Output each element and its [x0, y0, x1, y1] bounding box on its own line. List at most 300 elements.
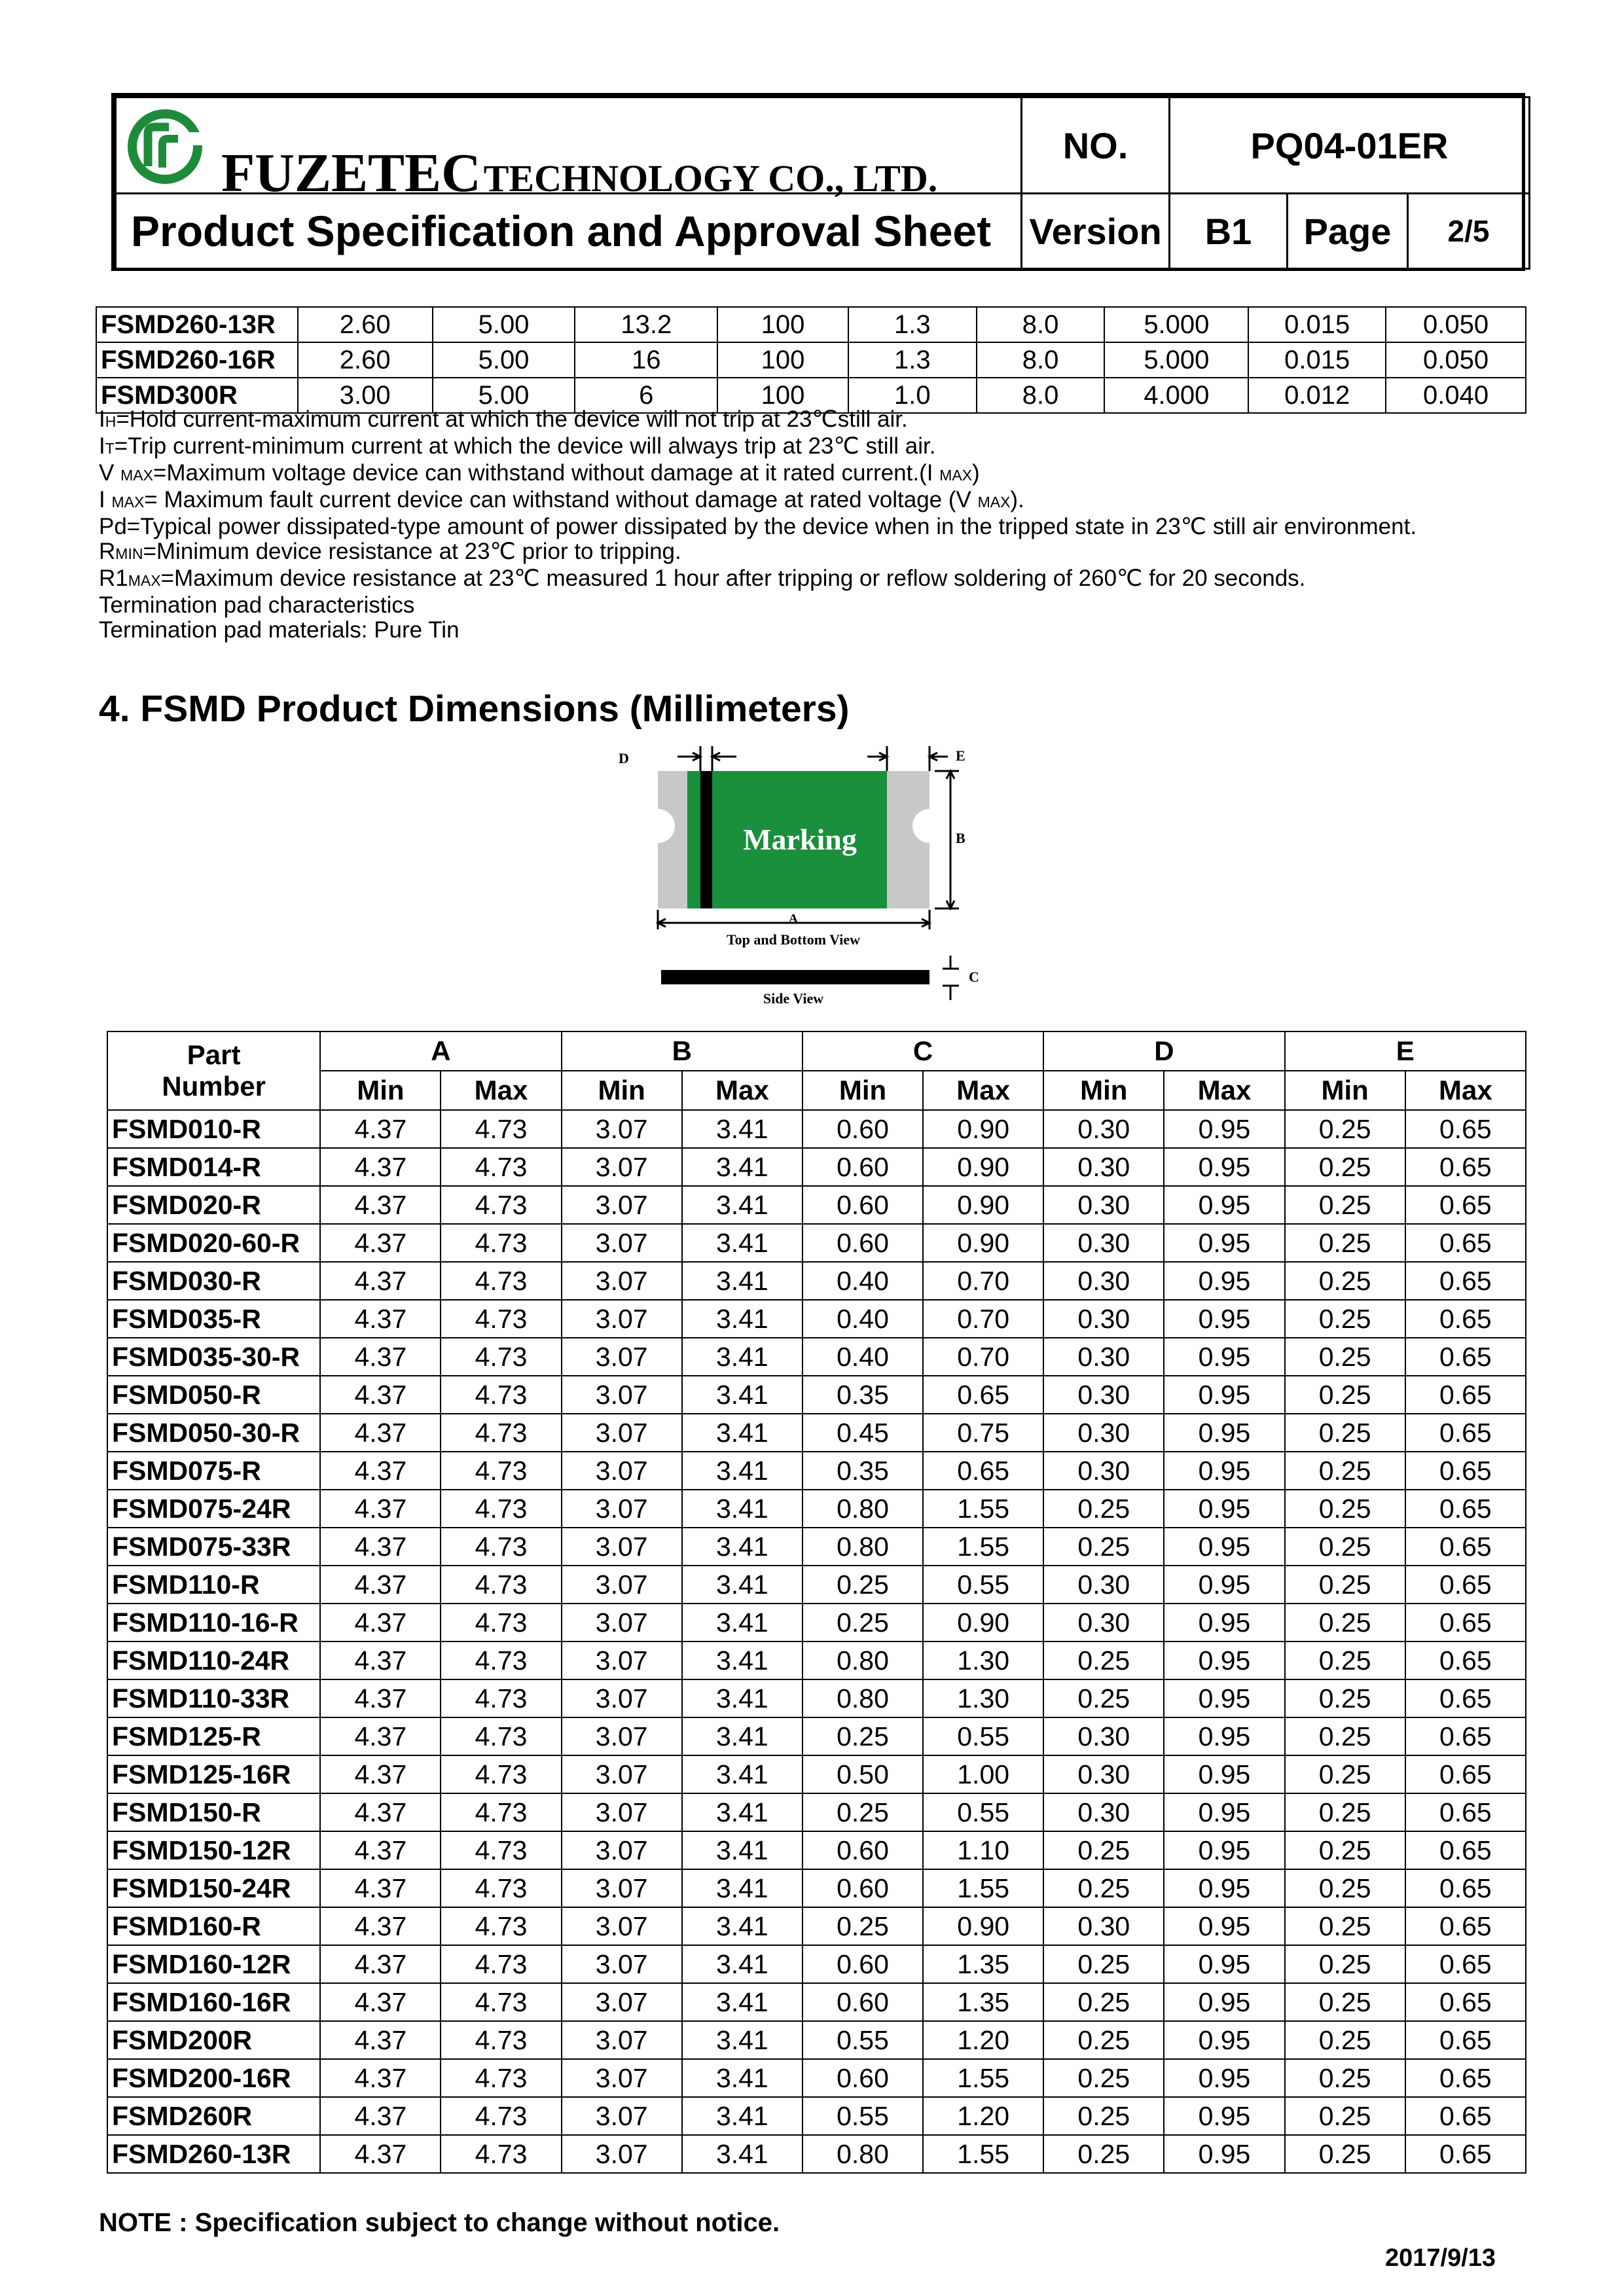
value-cell: 0.95 [1164, 1110, 1284, 1148]
table-row [107, 1262, 1526, 1300]
value-cell: 4.37 [320, 2059, 441, 2097]
value-cell: 0.30 [1043, 1414, 1164, 1452]
value-cell: 4.73 [441, 1452, 561, 1490]
value-cell: 1.55 [923, 1490, 1043, 1528]
min-header: Min [1285, 1071, 1405, 1110]
value-cell: 1.3 [848, 307, 977, 342]
value-cell: 0.25 [1043, 1679, 1164, 1717]
table-row [107, 1376, 1526, 1414]
value-cell: 3.07 [562, 2135, 682, 2173]
value-cell: 3.07 [562, 2097, 682, 2135]
value-cell: 0.95 [1164, 1604, 1284, 1641]
value-cell: 0.65 [1405, 1907, 1526, 1945]
table-row [107, 1679, 1526, 1717]
value-cell: 4.37 [320, 1528, 441, 1566]
value-cell: 0.95 [1164, 1452, 1284, 1490]
value-cell: 0.25 [1043, 1641, 1164, 1679]
note-pd: Pd=Typical power dissipated-type amount of power dissipated by the device when in the tripped state in 23℃ still air environment. [99, 514, 1417, 539]
value-cell: 4.000 [1104, 378, 1248, 413]
value-cell: 0.30 [1043, 1338, 1164, 1376]
value-cell: 5.00 [433, 307, 575, 342]
value-cell: 3.07 [562, 1907, 682, 1945]
value-cell: 3.41 [682, 2059, 803, 2097]
value-cell: 0.25 [1285, 1793, 1405, 1831]
note-termination-1: Termination pad characteristics [99, 592, 415, 618]
value-cell: 0.90 [923, 1186, 1043, 1224]
value-cell: 0.95 [1164, 1641, 1284, 1679]
value-cell: 1.20 [923, 2097, 1043, 2135]
value-cell: 1.30 [923, 1641, 1043, 1679]
value-cell: 6 [575, 378, 717, 413]
dimension-c-label: C [969, 969, 979, 985]
document-header [111, 93, 1525, 271]
value-cell: 4.37 [320, 1148, 441, 1186]
value-cell: 0.25 [1285, 1869, 1405, 1907]
value-cell: 3.00 [298, 378, 433, 413]
value-cell: 4.73 [441, 1186, 561, 1224]
value-cell: 0.25 [1285, 2021, 1405, 2059]
value-cell: 0.65 [1405, 1300, 1526, 1338]
value-cell: 4.37 [320, 1831, 441, 1869]
value-cell: 4.73 [441, 1641, 561, 1679]
value-cell: 4.73 [441, 1262, 561, 1300]
value-cell: 4.37 [320, 1110, 441, 1148]
value-cell: 0.70 [923, 1300, 1043, 1338]
value-cell: 3.07 [562, 1831, 682, 1869]
value-cell: 0.95 [1164, 2021, 1284, 2059]
value-cell: 3.41 [682, 1793, 803, 1831]
value-cell: 4.73 [441, 1490, 561, 1528]
part-number-cell: FSMD260R [107, 2097, 320, 2135]
part-number-cell: FSMD110-24R [107, 1641, 320, 1679]
value-cell: 0.25 [1285, 1755, 1405, 1793]
value-cell: 4.37 [320, 1907, 441, 1945]
value-cell: 3.41 [682, 2135, 803, 2173]
value-cell: 4.37 [320, 1641, 441, 1679]
table-row [107, 1755, 1526, 1793]
value-cell: 0.95 [1164, 2097, 1284, 2135]
value-cell: 3.07 [562, 2021, 682, 2059]
company-name-rest: TECHNOLOGY CO., LTD. [483, 157, 938, 200]
value-cell: 0.65 [1405, 1604, 1526, 1641]
value-cell: 0.25 [803, 1566, 923, 1604]
dimension-d [677, 746, 736, 771]
part-number-cell: FSMD075-24R [107, 1490, 320, 1528]
value-cell: 0.25 [1285, 1983, 1405, 2021]
value-cell: 0.60 [803, 1945, 923, 1983]
part-number-cell: FSMD300R [96, 378, 298, 413]
part-number-cell: FSMD010-R [107, 1110, 320, 1148]
part-number-cell: FSMD014-R [107, 1148, 320, 1186]
value-cell: 0.25 [803, 1717, 923, 1755]
group-header-a: A [320, 1031, 561, 1071]
table-row [107, 1907, 1526, 1945]
value-cell: 0.25 [1285, 1300, 1405, 1338]
dimension-table [107, 1031, 1526, 2174]
table-row [107, 1641, 1526, 1679]
value-cell: 3.07 [562, 1566, 682, 1604]
value-cell: 3.41 [682, 1528, 803, 1566]
value-cell: 4.73 [441, 2059, 561, 2097]
value-cell: 3.41 [682, 1566, 803, 1604]
value-cell: 1.35 [923, 1983, 1043, 2021]
value-cell: 3.41 [682, 1907, 803, 1945]
value-cell: 3.07 [562, 1414, 682, 1452]
value-cell: 0.90 [923, 1907, 1043, 1945]
value-cell: 0.95 [1164, 1338, 1284, 1376]
value-cell: 0.30 [1043, 1793, 1164, 1831]
value-cell: 0.25 [1043, 1490, 1164, 1528]
value-cell: 0.95 [1164, 1869, 1284, 1907]
value-cell: 0.95 [1164, 1907, 1284, 1945]
value-cell: 0.90 [923, 1604, 1043, 1641]
value-cell: 0.90 [923, 1224, 1043, 1262]
value-cell: 0.90 [923, 1148, 1043, 1186]
value-cell: 0.65 [1405, 1793, 1526, 1831]
value-cell: 0.25 [1285, 1224, 1405, 1262]
value-cell: 0.25 [1285, 1186, 1405, 1224]
value-cell: 3.07 [562, 1338, 682, 1376]
value-cell: 0.65 [1405, 1414, 1526, 1452]
max-header: Max [682, 1071, 803, 1110]
value-cell: 0.25 [1285, 1148, 1405, 1186]
value-cell: 5.00 [433, 342, 575, 378]
min-header: Min [1043, 1071, 1164, 1110]
value-cell: 4.37 [320, 1338, 441, 1376]
min-header: Min [562, 1071, 682, 1110]
table-row [107, 1148, 1526, 1186]
value-cell: 0.30 [1043, 1604, 1164, 1641]
value-cell: 4.37 [320, 1869, 441, 1907]
value-cell: 0.30 [1043, 1376, 1164, 1414]
value-cell: 0.65 [1405, 1490, 1526, 1528]
value-cell: 4.37 [320, 2021, 441, 2059]
value-cell: 4.37 [320, 1186, 441, 1224]
value-cell: 0.80 [803, 1679, 923, 1717]
value-cell: 0.75 [923, 1414, 1043, 1452]
value-cell: 0.80 [803, 1490, 923, 1528]
value-cell: 0.95 [1164, 2059, 1284, 2097]
value-cell: 0.25 [1285, 1604, 1405, 1641]
max-header: Max [441, 1071, 561, 1110]
part-number-cell: FSMD260-16R [96, 342, 298, 378]
value-cell: 100 [717, 378, 848, 413]
value-cell: 3.07 [562, 1755, 682, 1793]
value-cell: 0.25 [1043, 1831, 1164, 1869]
value-cell: 1.30 [923, 1679, 1043, 1717]
max-header: Max [1164, 1071, 1284, 1110]
value-cell: 4.73 [441, 1338, 561, 1376]
value-cell: 4.37 [320, 1717, 441, 1755]
value-cell: 0.95 [1164, 1983, 1284, 2021]
value-cell: 0.050 [1386, 307, 1526, 342]
value-cell: 0.95 [1164, 1148, 1284, 1186]
value-cell: 0.55 [803, 2097, 923, 2135]
company-name-main: FUZETEC [221, 143, 481, 204]
value-cell: 3.07 [562, 1490, 682, 1528]
value-cell: 0.60 [803, 1110, 923, 1148]
table-row [107, 1414, 1526, 1452]
side-view-caption: Side View [763, 990, 824, 1007]
value-cell: 0.55 [803, 2021, 923, 2059]
value-cell: 2.60 [298, 342, 433, 378]
value-cell: 0.55 [923, 1566, 1043, 1604]
footer-note: NOTE : Specification subject to change without notice. [99, 2208, 780, 2237]
table-row [107, 1604, 1526, 1641]
table-row [107, 1300, 1526, 1338]
value-cell: 4.37 [320, 1300, 441, 1338]
value-cell: 4.37 [320, 1262, 441, 1300]
value-cell: 4.37 [320, 1604, 441, 1641]
value-cell: 100 [717, 342, 848, 378]
value-cell: 0.25 [1285, 1831, 1405, 1869]
value-cell: 0.65 [1405, 2135, 1526, 2173]
table-row [107, 1831, 1526, 1869]
value-cell: 0.30 [1043, 1566, 1164, 1604]
value-cell: 4.37 [320, 1376, 441, 1414]
value-cell: 0.65 [1405, 1262, 1526, 1300]
company-banner [116, 98, 1022, 204]
value-cell: 3.41 [682, 1945, 803, 1983]
value-cell: 0.050 [1386, 342, 1526, 378]
value-cell: 4.37 [320, 1224, 441, 1262]
part-number-cell: FSMD150-12R [107, 1831, 320, 1869]
value-cell: 4.37 [320, 1945, 441, 1983]
part-number-cell: FSMD125-16R [107, 1755, 320, 1793]
value-cell: 4.37 [320, 1793, 441, 1831]
dimension-c [943, 956, 959, 1000]
value-cell: 0.25 [1285, 1641, 1405, 1679]
value-cell: 3.41 [682, 1679, 803, 1717]
value-cell: 0.25 [1285, 1338, 1405, 1376]
value-cell: 8.0 [977, 307, 1105, 342]
table-row [107, 1717, 1526, 1755]
value-cell: 0.25 [1285, 1907, 1405, 1945]
value-cell: 0.30 [1043, 1755, 1164, 1793]
value-cell: 0.95 [1164, 1376, 1284, 1414]
value-cell: 4.37 [320, 1566, 441, 1604]
value-cell: 4.73 [441, 1300, 561, 1338]
value-cell: 0.30 [1043, 1110, 1164, 1148]
value-cell: 3.07 [562, 1376, 682, 1414]
value-cell: 0.95 [1164, 2135, 1284, 2173]
value-cell: 0.65 [1405, 1983, 1526, 2021]
table-row [107, 2059, 1526, 2097]
value-cell: 0.25 [1285, 1414, 1405, 1452]
value-cell: 4.37 [320, 1414, 441, 1452]
value-cell: 4.37 [320, 1755, 441, 1793]
part-number-cell: FSMD075-33R [107, 1528, 320, 1566]
value-cell: 1.55 [923, 2059, 1043, 2097]
value-cell: 0.30 [1043, 1186, 1164, 1224]
value-cell: 3.41 [682, 1452, 803, 1490]
value-cell: 3.41 [682, 1338, 803, 1376]
table-row [107, 1338, 1526, 1376]
value-cell: 0.30 [1043, 1907, 1164, 1945]
version-value: B1 [1170, 194, 1288, 269]
footer-date: 2017/9/13 [1385, 2244, 1496, 2272]
value-cell: 0.25 [1285, 1717, 1405, 1755]
value-cell: 0.50 [803, 1755, 923, 1793]
value-cell: 4.73 [441, 1528, 561, 1566]
value-cell: 4.73 [441, 1945, 561, 1983]
value-cell: 0.25 [1285, 2059, 1405, 2097]
dimension-d-label: D [619, 750, 629, 766]
value-cell: 0.95 [1164, 1831, 1284, 1869]
value-cell: 3.07 [562, 1452, 682, 1490]
value-cell: 0.55 [923, 1717, 1043, 1755]
value-cell: 0.65 [1405, 1945, 1526, 1983]
value-cell: 0.30 [1043, 1452, 1164, 1490]
group-header-b: B [562, 1031, 803, 1071]
value-cell: 3.41 [682, 1755, 803, 1793]
group-header-e: E [1285, 1031, 1526, 1071]
right-termination-pad [887, 771, 929, 908]
table-row [107, 1793, 1526, 1831]
value-cell: 0.95 [1164, 1755, 1284, 1793]
table-row [107, 2135, 1526, 2173]
value-cell: 3.41 [682, 1262, 803, 1300]
value-cell: 4.73 [441, 1793, 561, 1831]
table-row [107, 1945, 1526, 1983]
value-cell: 1.0 [848, 378, 977, 413]
fsmd-dimension-diagram [589, 733, 995, 1021]
value-cell: 0.65 [1405, 1148, 1526, 1186]
value-cell: 3.41 [682, 1490, 803, 1528]
part-number-cell: FSMD150-24R [107, 1869, 320, 1907]
value-cell: 4.73 [441, 1831, 561, 1869]
value-cell: 0.60 [803, 1186, 923, 1224]
value-cell: 3.07 [562, 1945, 682, 1983]
value-cell: 0.65 [1405, 2097, 1526, 2135]
value-cell: 0.65 [1405, 1528, 1526, 1566]
value-cell: 0.95 [1164, 1945, 1284, 1983]
part-number-cell: FSMD020-60-R [107, 1224, 320, 1262]
part-number-cell: FSMD110-33R [107, 1679, 320, 1717]
document-title: Product Specification and Approval Sheet [116, 194, 1022, 269]
value-cell: 0.40 [803, 1338, 923, 1376]
value-cell: 4.73 [441, 1907, 561, 1945]
value-cell: 5.000 [1104, 342, 1248, 378]
fuzetec-logo-icon [122, 107, 220, 186]
value-cell: 0.65 [923, 1452, 1043, 1490]
value-cell: 2.60 [298, 307, 433, 342]
value-cell: 4.37 [320, 2097, 441, 2135]
value-cell: 4.73 [441, 1717, 561, 1755]
value-cell: 3.41 [682, 1604, 803, 1641]
value-cell: 3.07 [562, 1300, 682, 1338]
value-cell: 0.95 [1164, 1566, 1284, 1604]
dimension-e-label: E [956, 747, 965, 764]
value-cell: 3.41 [682, 1110, 803, 1148]
value-cell: 3.07 [562, 1110, 682, 1148]
value-cell: 0.25 [803, 1604, 923, 1641]
value-cell: 0.65 [1405, 1679, 1526, 1717]
value-cell: 0.015 [1248, 307, 1386, 342]
note-termination-2: Termination pad materials: Pure Tin [99, 617, 460, 643]
table-row [107, 1983, 1526, 2021]
table-row [96, 342, 1526, 378]
value-cell: 0.65 [1405, 1186, 1526, 1224]
value-cell: 5.00 [433, 378, 575, 413]
value-cell: 0.25 [1285, 2135, 1405, 2173]
value-cell: 0.25 [1285, 1945, 1405, 1983]
value-cell: 0.45 [803, 1414, 923, 1452]
value-cell: 0.25 [1043, 1983, 1164, 2021]
table-row [107, 1869, 1526, 1907]
value-cell: 3.41 [682, 1641, 803, 1679]
value-cell: 0.60 [803, 1831, 923, 1869]
spec-notes [99, 407, 1604, 643]
value-cell: 3.07 [562, 1793, 682, 1831]
value-cell: 0.25 [803, 1793, 923, 1831]
value-cell: 0.70 [923, 1262, 1043, 1300]
doc-no-label: NO. [1022, 98, 1170, 194]
table-row [107, 1110, 1526, 1148]
value-cell: 3.07 [562, 1186, 682, 1224]
value-cell: 0.95 [1164, 1679, 1284, 1717]
part-number-cell: FSMD075-R [107, 1452, 320, 1490]
value-cell: 0.25 [1043, 2021, 1164, 2059]
value-cell: 0.95 [1164, 1528, 1284, 1566]
value-cell: 4.73 [441, 1679, 561, 1717]
part-number-cell: FSMD035-30-R [107, 1338, 320, 1376]
table-row [107, 1452, 1526, 1490]
table-row [107, 2097, 1526, 2135]
table-row [107, 1528, 1526, 1566]
value-cell: 0.65 [923, 1376, 1043, 1414]
value-cell: 3.07 [562, 1641, 682, 1679]
value-cell: 0.25 [1285, 1566, 1405, 1604]
electrical-spec-table [96, 306, 1526, 414]
value-cell: 0.65 [1405, 1869, 1526, 1907]
value-cell: 0.65 [1405, 1452, 1526, 1490]
table-row [107, 1490, 1526, 1528]
value-cell: 0.65 [1405, 2021, 1526, 2059]
part-number-cell: FSMD150-R [107, 1793, 320, 1831]
value-cell: 0.95 [1164, 1224, 1284, 1262]
part-number-cell: FSMD110-R [107, 1566, 320, 1604]
value-cell: 0.65 [1405, 1717, 1526, 1755]
top-view-caption: Top and Bottom View [727, 931, 860, 948]
value-cell: 3.41 [682, 1376, 803, 1414]
value-cell: 0.60 [803, 1148, 923, 1186]
value-cell: 0.30 [1043, 1300, 1164, 1338]
value-cell: 3.41 [682, 1831, 803, 1869]
polarity-band [700, 771, 712, 908]
value-cell: 3.41 [682, 1717, 803, 1755]
value-cell: 0.65 [1405, 1641, 1526, 1679]
value-cell: 0.30 [1043, 1148, 1164, 1186]
value-cell: 0.40 [803, 1262, 923, 1300]
value-cell: 0.95 [1164, 1262, 1284, 1300]
value-cell: 3.07 [562, 1224, 682, 1262]
value-cell: 3.41 [682, 2097, 803, 2135]
part-number-cell: FSMD050-30-R [107, 1414, 320, 1452]
value-cell: 0.35 [803, 1452, 923, 1490]
value-cell: 3.41 [682, 1186, 803, 1224]
note-it: IT=Trip current-minimum current at which the device will always trip at 23℃ still air. [99, 433, 936, 459]
value-cell: 0.25 [1285, 2097, 1405, 2135]
value-cell: 0.25 [1285, 1452, 1405, 1490]
note-imax: I MAX= Maximum fault current device can withstand without damage at rated voltage (V MAX). [99, 487, 1024, 512]
part-number-cell: FSMD035-R [107, 1300, 320, 1338]
table-row [107, 1186, 1526, 1224]
company-name [221, 141, 937, 205]
value-cell: 4.73 [441, 2135, 561, 2173]
table-row [96, 307, 1526, 342]
value-cell: 4.37 [320, 1490, 441, 1528]
